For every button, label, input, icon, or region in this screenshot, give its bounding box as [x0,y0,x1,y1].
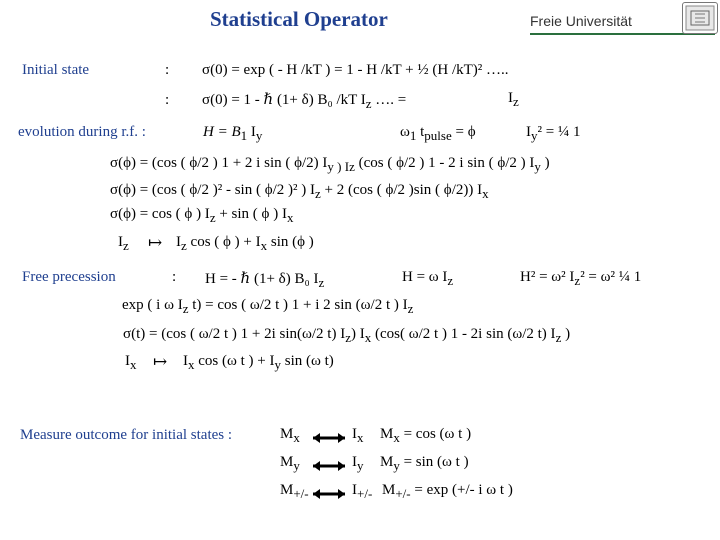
maps-to-arrow-icon: ↦ [153,352,168,371]
map-2-lhs: $I_x$ [125,353,137,372]
initial-eq-2: σ(0) = 1 - ℏ (1+ δ) B₀ /kT $I_z$ …. = [202,92,407,111]
pulse-condition: $\omega_1$ $t_{pulse} = \phi$ [400,124,476,143]
double-arrow-icon [312,459,346,473]
measure-row-i: $I_x$ [352,426,364,445]
double-arrow-icon [312,487,346,501]
measure-row-m: $M_x$ [280,426,300,445]
free-hamiltonian: H = - ℏ (1+ δ) B₀ $I_z$ [205,271,325,290]
h-squared: H² = ω² $I_z^2 = \omega^2$ ¼ 1 [520,269,642,288]
exp-line: exp ( i ω $I_z$ t) = cos ( ω/2 t ) 1 + i 2 sin (ω/2 t ) $I_z$ [122,297,414,316]
double-arrow-icon [312,431,346,445]
evolution-label: evolution during r.f. : [18,124,146,140]
sigma-phi-line-3: σ(ϕ) = cos ( ϕ ) $I_z + \sin$ ( ϕ ) $I_x$ [110,206,294,225]
initial-colon-1: : [165,62,170,78]
university-seal-icon [682,2,718,34]
free-precession-label: Free precession [22,269,116,285]
initial-state-label: Initial state [22,62,90,78]
measure-row-result: $M_x = \cos (\omega$ t ) [380,426,472,445]
measure-label: Measure outcome for initial states : [20,427,233,443]
sigma-phi-line-2: σ(ϕ) = (cos ( ϕ/2 )² - sin ( ϕ/2 )² ) $I_z + 2$ (cos ( ϕ/2 )sin ( ϕ/2)) $I_x$ [110,182,489,201]
page-title: Statistical Operator [210,7,388,31]
measure-row-i: $I_{+/-}$ [352,482,373,501]
university-logo-text: Freie Universität [530,13,632,29]
map-1-rhs: $I_z$ cos ( ϕ ) + $I_x$ sin (ϕ ) [176,234,314,253]
initial-eq-2-end: $I_z$ [508,90,519,109]
initial-colon-2: : [165,92,170,108]
map-1-lhs: $I_z$ [118,234,129,253]
sigma-t-line: σ(t) = (cos ( ω/2 t ) 1 + 2i sin(ω/2 t) $I_z$) $I_x$ (cos( ω/2 t ) 1 - 2i sin (ω/2 t) $I_z$ ) [123,326,571,345]
measure-row-result: $M_{+/-} = \exp$ (+/- i ω t ) [382,482,513,501]
maps-to-arrow-icon: ↦ [148,233,163,252]
free-hamiltonian-omega: H = ω $I_z$ [402,269,454,288]
measure-row-result: $M_y = \sin (\omega$ t ) [380,454,469,473]
measure-row-m: $M_y$ [280,454,300,473]
map-2-rhs: $I_x$ cos (ω t ) + $I_y$ sin (ω t) [183,353,334,372]
measure-row-m: $M_{+/-}$ [280,482,309,501]
iy-squared: $I_y^2$ = ¼ 1 [526,124,581,143]
free-colon: : [172,269,177,285]
sigma-phi-line-1: σ(ϕ) = (cos ( ϕ/2 ) 1 + 2 i sin ( ϕ/2) $I_{y ) Iz}$ (cos ( ϕ/2 ) 1 - 2 i sin ( ϕ/2 ) $I_y$ ) [110,155,550,174]
initial-eq-1: σ(0) = exp ( - H /kT ) = 1 - H /kT + ½ (H /kT)² ….. [202,62,509,78]
measure-row-i: $I_y$ [352,454,364,473]
rf-hamiltonian: $H = B_1$ $I_y$ [203,124,263,143]
